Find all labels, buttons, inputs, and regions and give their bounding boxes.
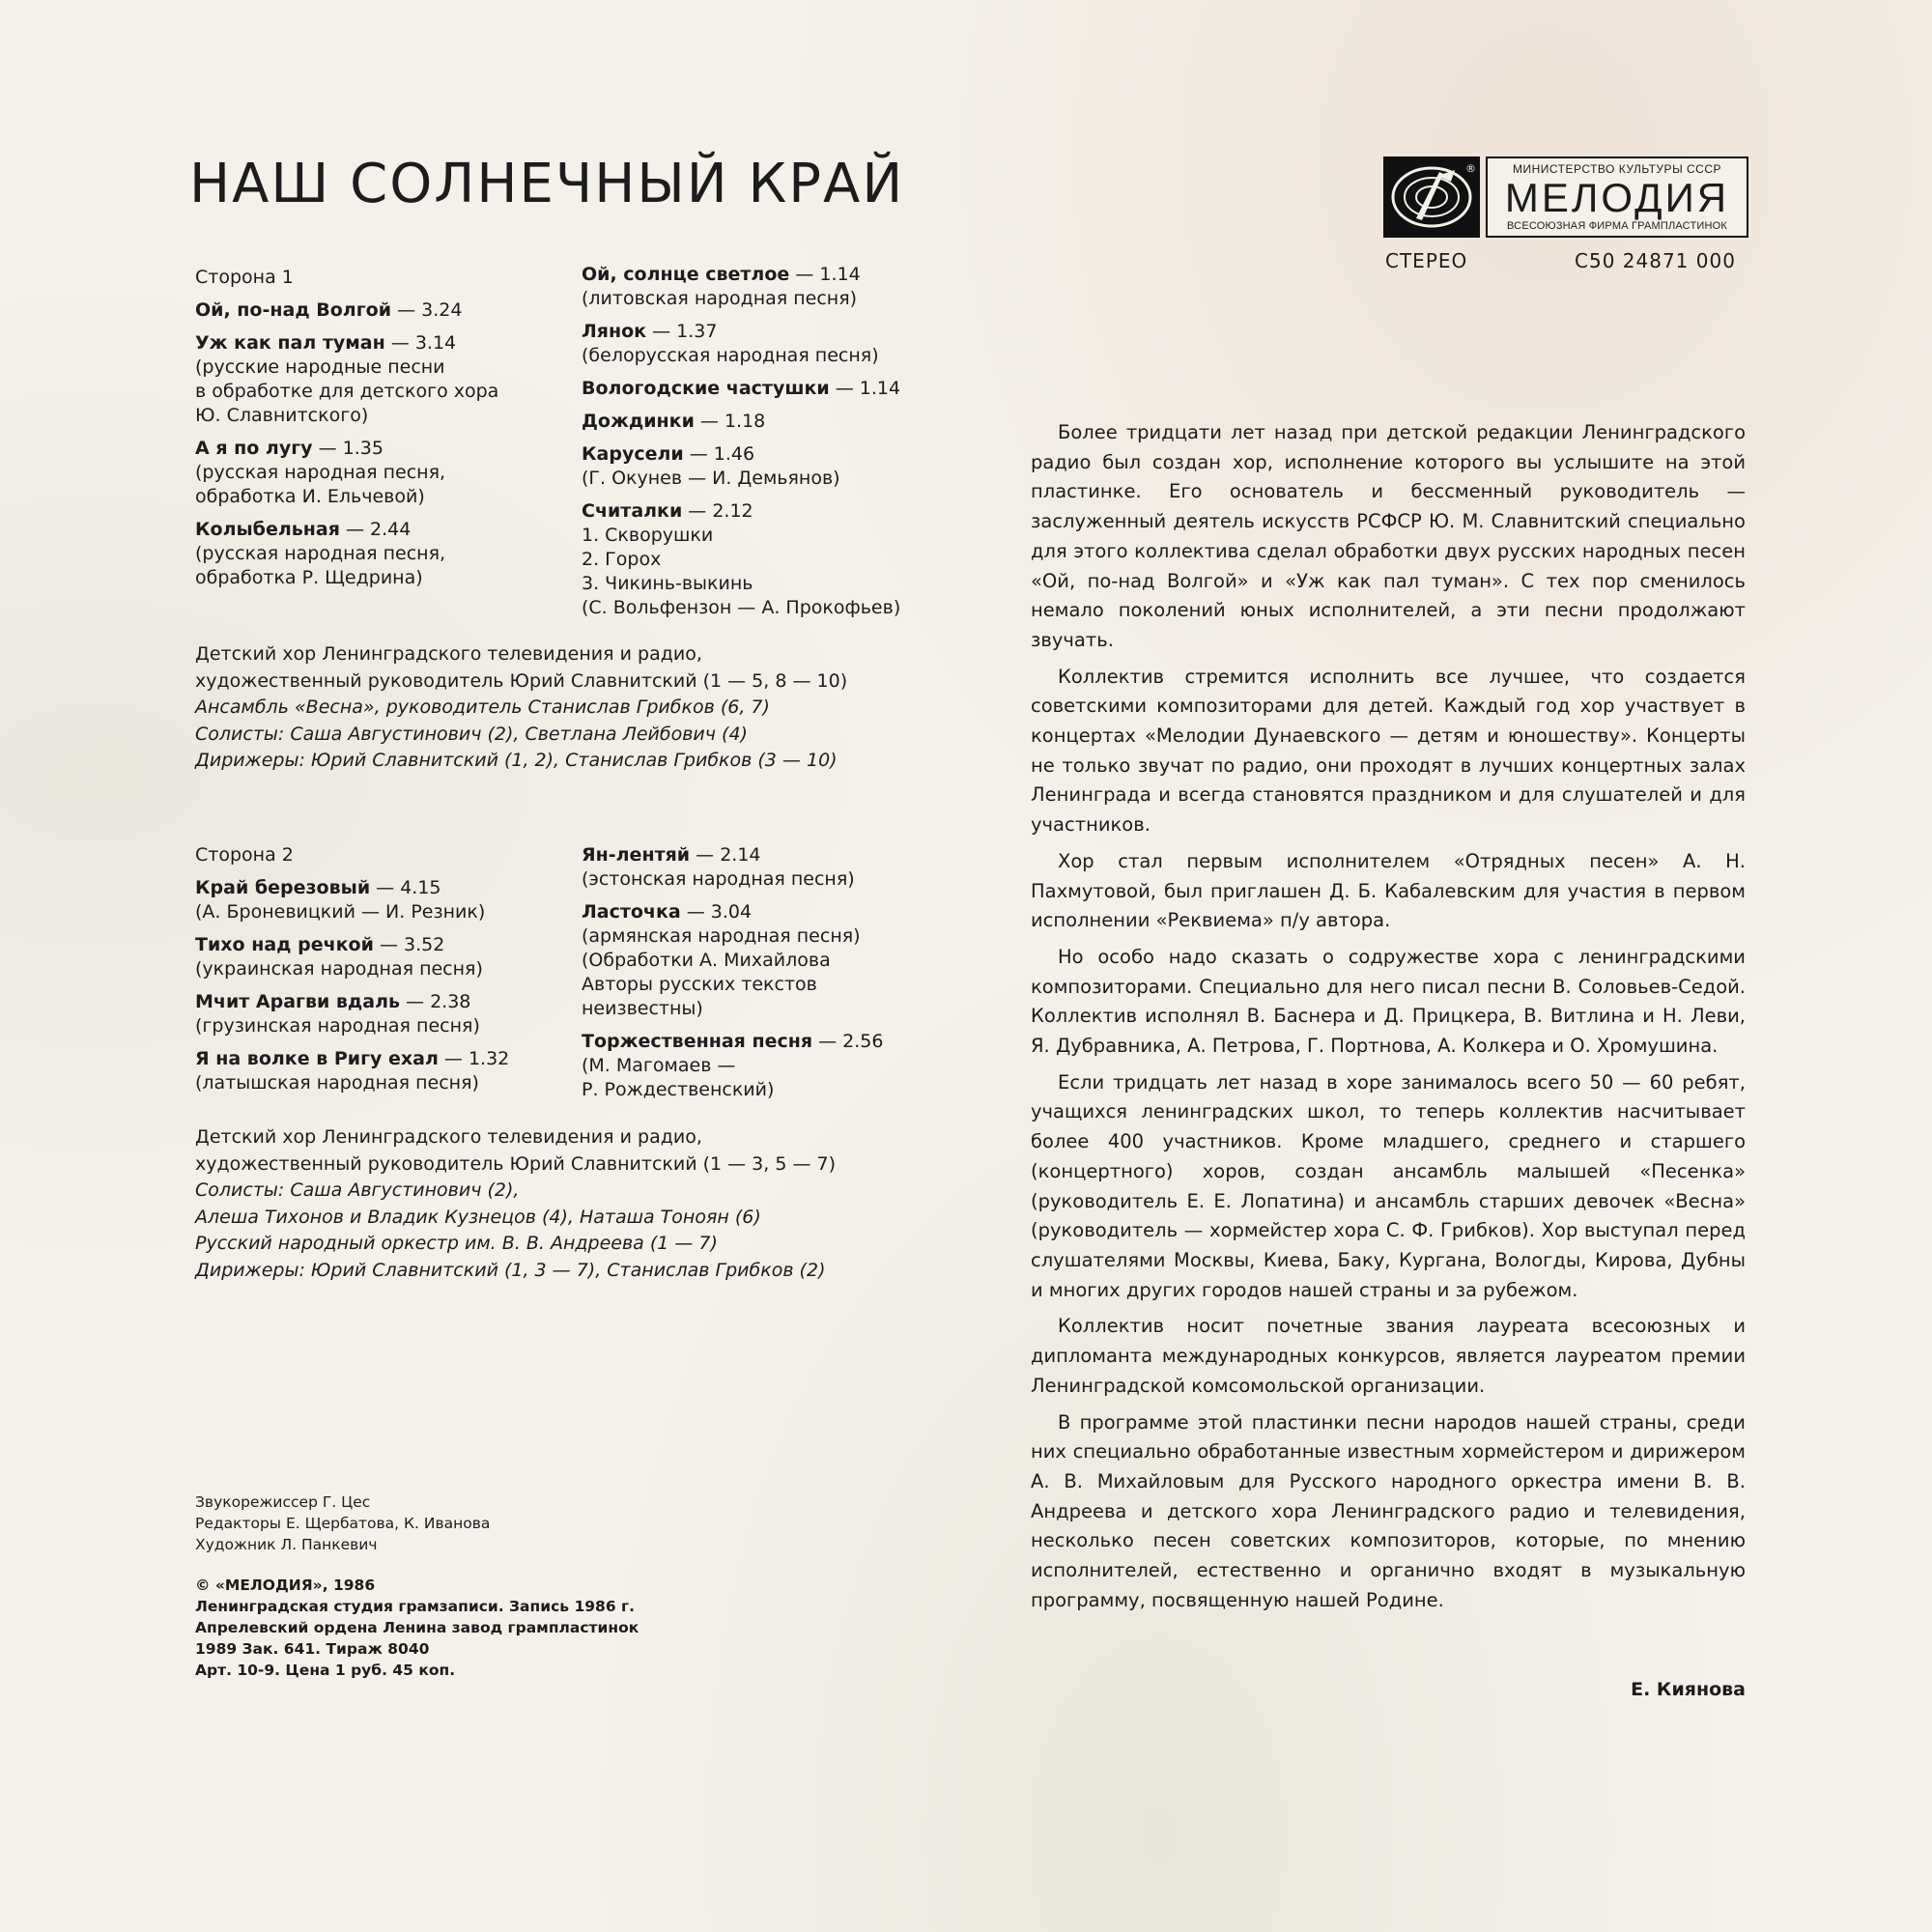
track-duration: — 3.04 [680,901,753,923]
track-item [195,437,498,509]
liner-paragraph: Более тридцати лет назад при детской редакции Ленинградского радио был создан хор, исполнение которого вы услышите на этой пластинке. Его основатель и бессменный руководитель — заслуженный деятель искусств РСФСР Ю. М. Славнитский специально для этого коллектива сделал обработки двух русских народных песен «Ой, по-над Волгой» и «Уж как пал туман». С тех пор сменилось немало поколений юных исполнителей, а эти песни продолжают звучать. [1031,421,1746,651]
track-duration: — 2.38 [400,991,471,1012]
production-credits [195,1492,490,1555]
side1-tracklist-2 [582,263,900,620]
track-title: А я по лугу [195,438,313,459]
track-duration: — 1.32 [438,1048,510,1069]
format-label: СТЕРЕО [1385,249,1468,272]
liner-paragraph: В программе этой пластинки песни народов нашей страны, среди них специально обработанные известным хормейстером и дирижером А. В. Михайловым для Русского народного оркестра имени В. В. Андреева и детского хора Ленинградского радио и телевидения, несколько песен советских композиторов, которые, по мнению исполнителей, естественно и органично входят в музыкальную программу, посвященную нашей Родине. [1031,1410,1746,1611]
credit-line: © «МЕЛОДИЯ», 1986 [195,1577,376,1594]
side1-column-2 [582,263,900,629]
track-note: 1. Скворушки [582,525,714,546]
track-note: (литовская народная песня) [582,288,858,309]
track-item [195,518,498,590]
track-note: Ю. Славнитского) [195,405,369,426]
track-item [195,331,498,428]
track-note: (эстонская народная песня) [582,868,855,890]
credit-line: художественный руководитель Юрий Славнитский (1 — 3, 5 — 7) [195,1152,837,1175]
track-item [195,1047,509,1095]
side2-credits [195,1124,836,1284]
registered-mark: ® [1465,162,1476,175]
album-title: НАШ СОЛНЕЧНЫЙ КРАЙ [189,153,905,215]
publisher-info [195,1575,639,1681]
track-duration: — 3.52 [373,934,445,955]
liner-notes [1031,418,1746,1622]
track-duration: — 3.24 [391,299,463,321]
track-item [582,263,900,311]
track-note: (М. Магомаев — [582,1055,736,1076]
credit-line: Художник Л. Панкевич [195,1536,378,1553]
melodiya-wordmark [1486,156,1748,238]
track-note: (белорусская народная песня) [582,345,879,366]
track-title: Дождинки [582,411,695,432]
track-note: (А. Броневицкий — И. Резник) [195,901,486,923]
track-duration: — 1.46 [683,443,755,465]
track-note: (грузинская народная песня) [195,1015,480,1037]
track-note: Авторы русских текстов [582,974,817,995]
credit-line: Детский хор Ленинградского телевидения и радио, [195,1126,702,1148]
track-title: Тихо над речкой [195,934,374,955]
track-title: Карусели [582,443,684,465]
track-note: Р. Рождественский) [582,1079,775,1100]
track-duration: — 1.35 [312,438,384,459]
credit-line: Солисты: Саша Августинович (2), [195,1179,520,1201]
side2-column-1 [195,843,509,1104]
melodiya-emblem-icon [1383,156,1480,238]
track-note: 2. Горох [582,549,662,570]
liner-paragraph: Коллектив носит почетные звания лауреата всесоюзных и дипломанта международных конкурсов, является лауреатом премии Ленинградской комсомольской организации. [1031,1315,1746,1397]
track-note: неизвестны) [582,998,703,1019]
credit-line: Детский хор Ленинградского телевидения и радио, [195,643,702,665]
credit-line: Арт. 10-9. Цена 1 руб. 45 коп. [195,1662,456,1679]
track-title: Я на волке в Ригу ехал [195,1048,439,1069]
credit-line: Ансамбль «Весна», руководитель Станислав Грибков (6, 7) [195,696,770,718]
track-title: Колыбельная [195,519,340,540]
track-note: (армянская народная песня) [582,925,861,947]
track-note: (русская народная песня, [195,462,446,483]
track-item [582,377,900,401]
track-duration: — 1.18 [694,411,766,432]
track-duration: — 1.14 [789,264,861,285]
track-item [582,320,900,368]
side2-column-2 [582,843,883,1111]
track-note: (Обработки А. Михайлова [582,950,831,971]
track-title: Считалки [582,500,683,522]
track-duration: — 1.14 [829,378,901,399]
liner-paragraph: Если тридцать лет назад в хоре занималось всего 50 — 60 ребят, учащихся ленинградских школ, то теперь коллектив насчитывает более 400 участников. Кроме младшего, среднего и старшего (концертного) хоров, создан ансамбль малышей «Песенка» (руководитель Е. Е. Лопатина) и ансамбль старших девочек «Весна» (руководитель — хормейстер хора С. Ф. Грибков). Хор выступал перед слушателями Москвы, Киева, Баку, Кургана, Вологды, Кирова, Дубны и многих других городов нашей страны и за рубежом. [1031,1070,1746,1301]
track-item [582,900,883,1021]
track-title: Лянок [582,321,647,342]
track-note: (С. Вольфензон — А. Прокофьев) [582,597,901,618]
track-item [582,843,883,892]
credit-line: Звукорежиссер Г. Цес [195,1493,371,1511]
track-note: 3. Чикинь-выкинь [582,573,753,594]
logo-name-text: МЕЛОДИЯ [1504,175,1730,220]
credit-line: Солисты: Саша Августинович (2), Светлана Лейбович (4) [195,723,748,745]
liner-paragraph: Хор стал первым исполнителем «Отрядных песен» А. Н. Пахмутовой, был приглашен Д. Б. Кабалевским для участия в первом исполнении «Реквиема» п/у автора. [1031,849,1746,932]
logo-ministry-text: МИНИСТЕРСТВО КУЛЬТУРЫ СССР [1512,162,1722,176]
track-item [195,933,509,981]
track-duration: — 2.12 [682,500,753,522]
track-note: (русская народная песня, [195,543,446,564]
track-duration: — 2.56 [812,1031,884,1052]
credit-line: Дирижеры: Юрий Славнитский (1, 2), Станислав Грибков (3 — 10) [195,750,838,771]
track-note: (русские народные песни [195,356,445,378]
track-title: Край березовый [195,877,371,898]
side2-tracklist-2 [582,843,883,1102]
liner-paragraph: Коллектив стремится исполнить все лучшее, что создается советскими композиторами для детей. Каждый год хор участвует в концертах «Мелодии Дунаевского — детям и юношеству». Концерты не только звучат по радио, они проходят в лучших концертных залах Ленинграда и всегда становятся праздником и для слушателей и для участников. [1031,665,1746,837]
track-title: Ой, солнце светлое [582,264,790,285]
liner-paragraph: Но особо надо сказать о содружестве хора с ленинградскими композиторами. Специально для него писал песни В. Соловьев-Седой. Коллектив исполнял В. Баснера и Д. Прицкера, В. Витлина и Н. Леви, Я. Дубравника, А. Петрова, Г. Портнова, А. Колкера и О. Хромушина. [1031,945,1746,1058]
side1-credits [195,641,847,775]
side1-tracklist-1 [195,298,498,590]
track-duration: — 2.14 [690,844,761,866]
credit-line: Редакторы Е. Щербатова, К. Иванова [195,1515,491,1532]
side2-tracklist-1 [195,876,509,1095]
track-title: Торжественная песня [582,1031,813,1052]
credit-line: художественный руководитель Юрий Славнитский (1 — 5, 8 — 10) [195,669,848,692]
track-item [195,990,509,1038]
track-title: Уж как пал туман [195,332,385,354]
track-note: обработка И. Ельчевой) [195,486,425,507]
track-item [195,298,498,323]
track-item [582,499,900,620]
track-duration: — 3.14 [384,332,457,354]
track-title: Мчит Арагви вдаль [195,991,401,1012]
credit-line: Дирижеры: Юрий Славнитский (1, 3 — 7), Станислав Грибков (2) [195,1259,826,1281]
side1-label: Сторона 1 [195,267,294,288]
side1-column-1 [195,266,498,599]
track-note: (украинская народная песня) [195,958,483,980]
track-item [195,876,509,924]
melodiya-logo [1383,156,1748,238]
track-note: (латышская народная песня) [195,1072,479,1094]
track-note: обработка Р. Щедрина) [195,567,423,588]
credit-line: Ленинградская студия грамзаписи. Запись 1986 г. [195,1598,635,1615]
track-duration: — 1.37 [646,321,718,342]
author-signature: Е. Киянова [1631,1679,1746,1700]
side2-label: Сторона 2 [195,844,294,866]
track-duration: — 2.44 [339,519,412,540]
catalog-number: С50 24871 000 [1575,249,1736,272]
track-note: в обработке для детского хора [195,381,499,402]
track-title: Вологодские частушки [582,378,830,399]
track-item [582,1030,883,1102]
track-title: Ой, по-над Волгой [195,299,392,321]
credit-line: Апрелевский ордена Ленина завод грампластинок [195,1619,639,1636]
credit-line: Русский народный оркестр им. В. В. Андреева (1 — 7) [195,1233,718,1254]
track-duration: — 4.15 [370,877,441,898]
credit-line: Алеша Тихонов и Владик Кузнецов (4), Наташа Тоноян (6) [195,1206,761,1228]
track-title: Ласточка [582,901,681,923]
credit-line: 1989 Зак. 641. Тираж 8040 [195,1640,430,1658]
track-item [582,442,900,491]
track-item [582,410,900,434]
track-title: Ян-лентяй [582,844,691,866]
logo-company-text: ВСЕСОЮЗНАЯ ФИРМА ГРАМПЛАСТИНОК [1507,220,1727,232]
track-note: (Г. Окунев — И. Демьянов) [582,468,840,489]
